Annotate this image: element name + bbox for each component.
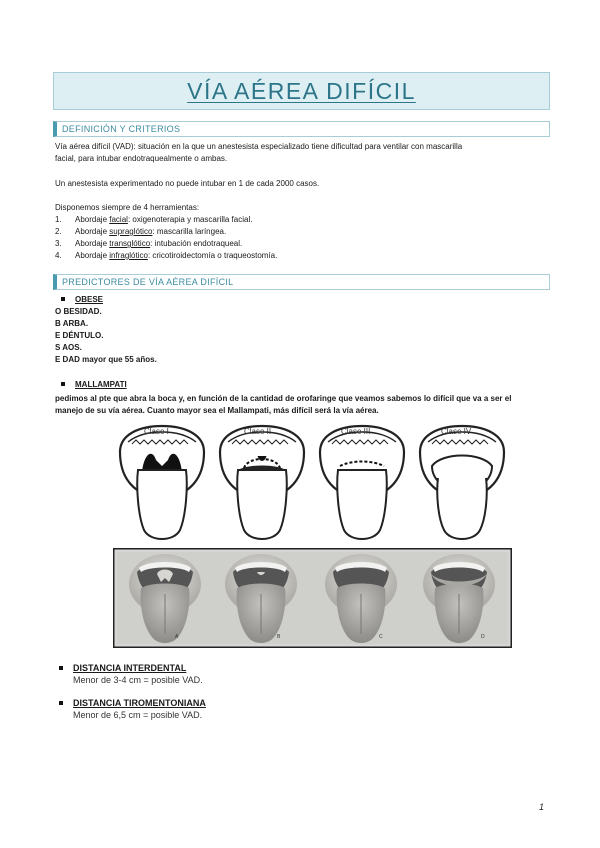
section-heading-predictores: PREDICTORES DE VÍA AÉREA DIFÍCIL	[53, 274, 550, 290]
photo-letter: D	[481, 634, 485, 640]
bullet-icon	[61, 382, 65, 386]
mallampati-text	[55, 393, 555, 417]
section-heading-definicion: DEFINICIÓN Y CRITERIOS	[53, 121, 550, 137]
interdental-value: Menor de 3-4 cm = posible VAD.	[73, 675, 203, 685]
bullet-icon	[61, 297, 65, 301]
list-item: 1. Abordaje facial: oxigenoterapia y mascarilla facial.	[55, 215, 253, 224]
mallampati-photos	[113, 548, 512, 648]
list-item: 4. Abordaje infraglótico: cricotiroidectomía o traqueostomía.	[55, 251, 278, 260]
photo-letter: B	[277, 634, 281, 640]
mallampati-label: MALLAMPATI	[61, 379, 127, 391]
mallampati-diagram	[112, 420, 512, 545]
class-label: Clase IV	[441, 427, 472, 436]
class-label: Clase II	[244, 427, 272, 436]
tiromentoniana-value: Menor de 6,5 cm = posible VAD.	[73, 710, 203, 720]
page-number: 1	[539, 802, 545, 812]
mallampati-line: manejo de su vía aérea. Cuanto mayor sea el Mallampati, más difícil será la vía aérea.	[55, 406, 379, 415]
obese-list	[55, 306, 157, 366]
list-item: 3. Abordaje transglótico: intubación endotraqueal.	[55, 239, 243, 248]
photo-letter: C	[379, 634, 383, 640]
tiromentoniana-label: DISTANCIA TIROMENTONIANA	[59, 697, 206, 709]
list-item: B ARBA.	[55, 319, 89, 328]
bullet-icon	[59, 666, 63, 670]
class-labels	[112, 426, 512, 438]
bullet-icon	[59, 701, 63, 705]
list-item: E DÉNTULO.	[55, 331, 104, 340]
class-label: Clase III	[341, 427, 371, 436]
list-item: S AOS.	[55, 343, 82, 352]
obese-label: OBESE	[61, 294, 103, 306]
definition-text	[55, 141, 555, 165]
stat-text: Un anestesista experimentado no puede intubar en 1 de cada 2000 casos.	[55, 179, 320, 188]
list-item: 2. Abordaje supraglótico: mascarilla laríngea.	[55, 227, 227, 236]
mallampati-line: pedimos al pte que abra la boca y, en función de la cantidad de orofaringe que veamos sabemos lo difícil que va a ser el	[55, 394, 512, 403]
class-label: Clase I	[144, 427, 169, 436]
tools-list	[55, 214, 277, 262]
photo-letter: A	[175, 634, 179, 640]
interdental-label: DISTANCIA INTERDENTAL	[59, 662, 186, 674]
definition-line: Vía aérea difícil (VAD): situación en la que un anestesista especializado tiene dificultad para ventilar con mascarilla	[55, 142, 463, 151]
list-item: E DAD mayor que 55 años.	[55, 355, 157, 364]
page-title: VÍA AÉREA DIFÍCIL	[187, 78, 416, 104]
list-item: O BESIDAD.	[55, 307, 102, 316]
definition-line: facial, para intubar endotraquealmente o ambas.	[55, 154, 228, 163]
title-box	[53, 72, 550, 110]
tools-intro: Disponemos siempre de 4 herramientas:	[55, 203, 200, 212]
